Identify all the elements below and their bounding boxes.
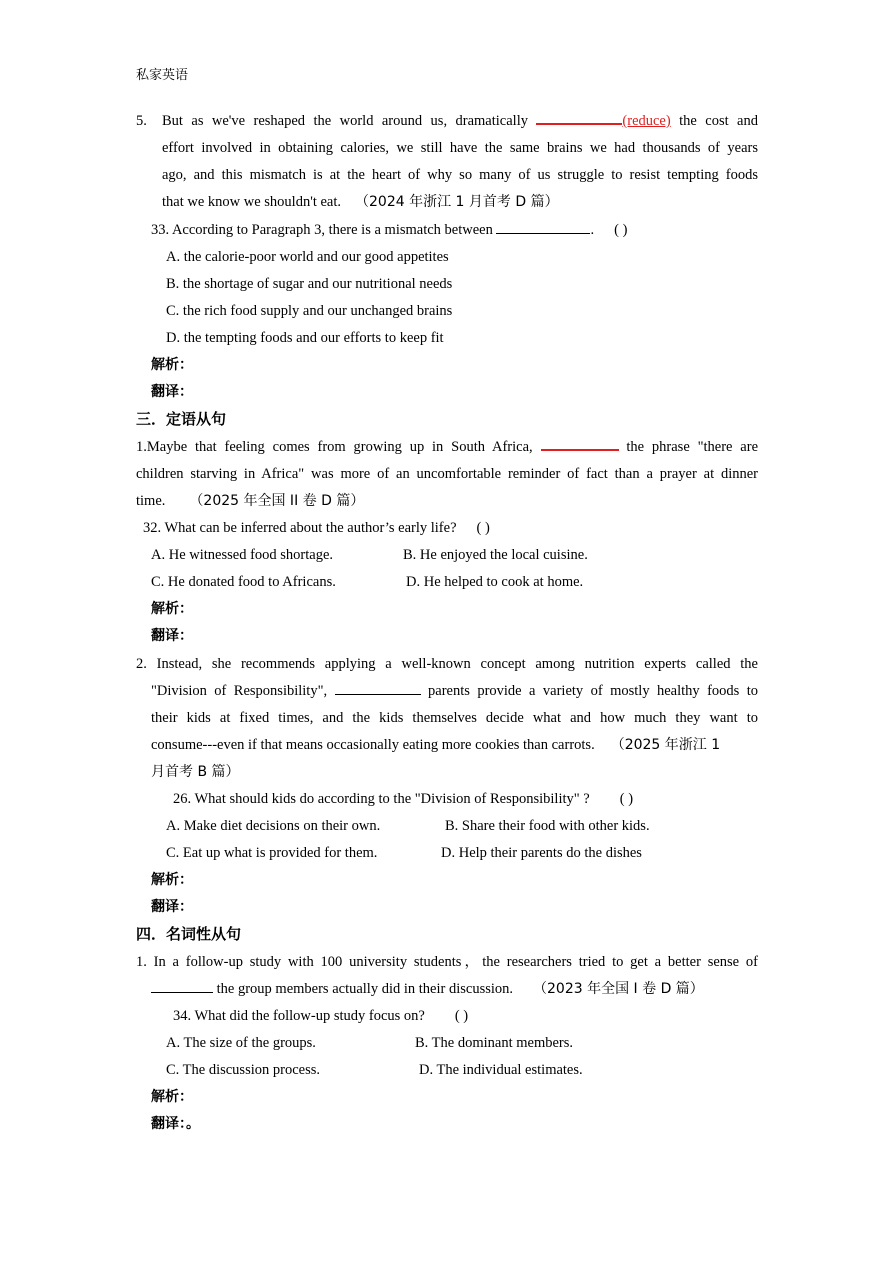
passage-line: effort involved in obtaining calories, we still have the same brains we had thousands of years — [162, 140, 758, 156]
passage-line: 2. Instead, she recommends applying a well-known concept among nutrition experts called the — [136, 656, 758, 672]
answer-paren: ( ) — [476, 520, 490, 536]
option-a: A. Make diet decisions on their own. — [166, 818, 381, 834]
passage-line: ago, and this mismatch is at the heart of why so many of us struggle to resist tempting foods — [162, 167, 758, 183]
passage-line: 1. In a follow-up study with 100 university students，the researchers tried to get a better sense of — [136, 954, 758, 970]
passage-line: time. （2025 年全国 II 卷 D 篇） — [136, 493, 365, 509]
answer-blank[interactable] — [151, 978, 213, 993]
option-b: B. The dominant members. — [415, 1035, 573, 1051]
option-c: C. Eat up what is provided for them. — [166, 845, 378, 861]
passage-line: their kids at fixed times, and the kids themselves decide what and how much they want to — [151, 710, 758, 726]
option-d: D. He helped to cook at home. — [406, 574, 584, 590]
option-b: B. the shortage of sugar and our nutritional needs — [166, 276, 453, 292]
translation-label: 翻译：。 — [151, 1116, 200, 1132]
passage-line: "Division of Responsibility", parents provide a variety of mostly healthy foods to — [151, 678, 758, 705]
source-note: （2023 年全国 I 卷 D 篇） — [533, 981, 704, 997]
option-a: A. the calorie-poor world and our good appetites — [166, 249, 449, 265]
answer-blank[interactable] — [536, 109, 622, 125]
section-title: 三．定语从句 — [136, 410, 227, 428]
passage-line: children starving in Africa" was more of an uncomfortable reminder of fact than a prayer at dinner — [136, 466, 758, 482]
option-a: A. The size of the groups. — [166, 1035, 316, 1051]
answer-blank[interactable] — [541, 435, 619, 451]
question-stem: 26. What should kids do according to the "Division of Responsibility" ? ( ) — [173, 791, 634, 807]
section-title: 四．名词性从句 — [136, 925, 242, 943]
analysis-label: 解析： — [151, 357, 193, 373]
question-stem: 33. According to Paragraph 3, there is a mismatch between . ( ) — [151, 217, 627, 244]
passage-line: the group members actually did in their discussion. （2023 年全国 I 卷 D 篇） — [151, 976, 704, 1003]
answer-paren: ( ) — [454, 1008, 469, 1024]
passage-line: consume---even if that means occasionally eating more cookies than carrots. （2025 年浙江 1 — [151, 737, 721, 753]
option-b: B. Share their food with other kids. — [445, 818, 650, 834]
option-d: D. the tempting foods and our efforts to keep fit — [166, 330, 444, 346]
option-c: C. He donated food to Africans. — [151, 574, 336, 590]
option-c: C. The discussion process. — [166, 1062, 320, 1078]
passage-line: But as we've reshaped the world around us, dramatically (reduce) the cost and — [162, 108, 758, 135]
analysis-label: 解析： — [151, 1089, 193, 1105]
passage-line: 1.Maybe that feeling comes from growing up in South Africa, the phrase "there are — [136, 434, 758, 461]
answer-paren: ( ) — [614, 222, 628, 238]
option-c: C. the rich food supply and our unchanged brains — [166, 303, 453, 319]
option-b: B. He enjoyed the local cuisine. — [403, 547, 588, 563]
option-a: A. He witnessed food shortage. — [151, 547, 334, 563]
answer-paren: ( ) — [619, 791, 634, 807]
question-stem: 32. What can be inferred about the author’s early life? ( ) — [143, 520, 490, 536]
translation-label: 翻译： — [151, 384, 193, 400]
option-d: D. Help their parents do the dishes — [441, 845, 642, 861]
page-header: 私家英语 — [136, 68, 189, 83]
answer-blank[interactable] — [496, 219, 590, 234]
analysis-label: 解析： — [151, 601, 193, 617]
analysis-label: 解析： — [151, 872, 193, 888]
passage-line: that we know we shouldn't eat. （2024 年浙江 1 月首考 D 篇） — [162, 194, 559, 210]
source-note: （2025 年全国 II 卷 D 篇） — [189, 493, 365, 509]
translation-label: 翻译： — [151, 899, 193, 915]
translation-label: 翻译： — [151, 628, 193, 644]
source-note: 月首考 B 篇） — [151, 764, 240, 780]
option-d: D. The individual estimates. — [419, 1062, 583, 1078]
source-note: （2025 年浙江 1 — [610, 737, 721, 753]
question-stem: 34. What did the follow-up study focus on? ( ) — [173, 1008, 469, 1024]
question-number: 5. — [136, 113, 147, 129]
answer-blank[interactable] — [335, 680, 421, 695]
hint-word: (reduce) — [622, 113, 671, 129]
source-note: （2024 年浙江 1 月首考 D 篇） — [355, 194, 559, 210]
